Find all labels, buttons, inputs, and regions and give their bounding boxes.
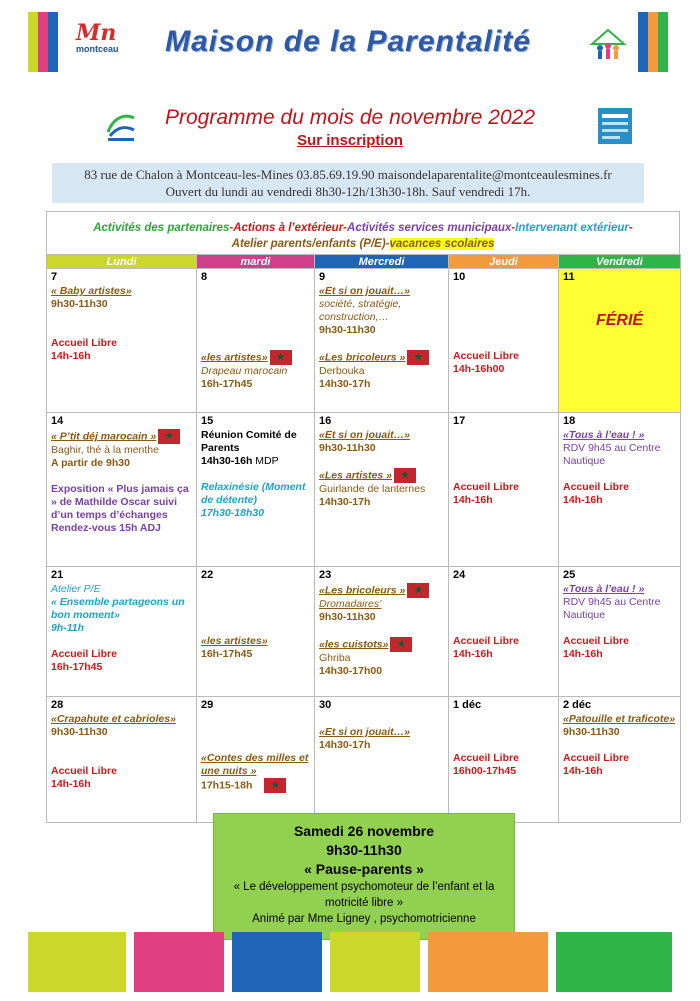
day-cell: [315, 269, 449, 413]
accueil-libre-time: 14h-16h: [563, 494, 603, 506]
accueil-libre: Accueil Libre: [453, 752, 519, 764]
day-cell: [197, 269, 315, 413]
activity-title: «Et si on jouait…»: [319, 726, 411, 738]
legend-municipaux: Activités services municipaux: [347, 222, 512, 234]
day-cell: [559, 413, 681, 567]
legend-vacances: vacances scolaires: [389, 238, 495, 250]
event-time: 9h30-11h30: [326, 842, 402, 858]
activity-time: 17h15-18h: [201, 779, 253, 792]
calendar-week: [47, 567, 681, 697]
exposition-rdv: Rendez-vous 15h ADJ: [51, 522, 161, 534]
activity-title: «Les artistes »: [319, 469, 392, 482]
holiday-label: FÉRIÉ: [595, 312, 644, 329]
activity-title: «Crapahute et cabrioles»: [51, 713, 176, 725]
day-cell: [559, 697, 681, 823]
reunion-place: MDP: [252, 455, 279, 467]
activity-time: 9h30-11h30: [319, 324, 376, 336]
program-subtitle: Sur inscription: [297, 132, 403, 149]
event-description: « Le développement psychomoteur de l’enfant et la motricité libre »: [233, 881, 495, 909]
activity-time: 9h30-11h30: [319, 611, 376, 623]
accueil-libre: Accueil Libre: [51, 765, 117, 777]
activity-time: 9h-11h: [51, 622, 85, 634]
day-cell-holiday: [559, 269, 681, 413]
activity-title: «les artistes»: [201, 635, 268, 647]
day-cell: [197, 697, 315, 823]
activity-detail: Ghriba: [319, 652, 351, 664]
activity-time: 9h30-11h30: [51, 298, 108, 310]
activity-detail: Drapeau marocain: [201, 365, 288, 377]
accueil-libre-time: 14h-16h: [453, 494, 493, 506]
activity-title: «les cuistots»: [319, 638, 389, 651]
day-number: 24: [453, 569, 466, 581]
atelier-label: Atelier P/E: [51, 583, 101, 595]
col-header-jeudi: Jeudi: [449, 255, 559, 269]
exposition-text: Exposition « Plus jamais ça » de Mathilde Oscar suivi d’un temps d’échanges: [51, 483, 189, 521]
opening-hours: Ouvert du lundi au vendredi 8h30-12h/13h30-18h. Sauf vendredi 17h.: [165, 184, 531, 199]
col-header-lundi: Lundi: [47, 255, 197, 269]
accueil-libre: Accueil Libre: [563, 752, 629, 764]
day-cell: [197, 413, 315, 567]
activity-title: «Tous à l’eau ! »: [563, 429, 645, 441]
activity-time: 9h30-11h30: [51, 726, 108, 738]
day-number: 28: [51, 699, 64, 711]
day-number: 8: [201, 271, 208, 283]
accueil-libre: Accueil Libre: [563, 481, 629, 493]
address-line: 83 rue de Chalon à Montceau-les-Mines 03.85.69.19.90 maisondelaparentalite@montceaulesmines.fr: [84, 167, 612, 182]
day-cell: [449, 567, 559, 697]
activity-time: A partir de 9h30: [51, 457, 130, 469]
strip-green: [556, 932, 672, 992]
legend-exterieur: Actions à l’extérieur: [233, 222, 344, 234]
saturday-event-box: [213, 813, 515, 940]
strip-pink: [134, 932, 224, 992]
day-cell: [449, 413, 559, 567]
accueil-libre-time: 16h00-17h45: [453, 765, 517, 777]
day-cell: [449, 697, 559, 823]
day-number: 18: [563, 415, 576, 427]
day-cell: [315, 567, 449, 697]
activity-title: «Les bricoleurs »: [319, 351, 406, 364]
activity-title: «Et si on jouait…»: [319, 429, 411, 441]
morocco-flag-icon: [390, 637, 412, 652]
day-number: 17: [453, 415, 466, 427]
day-number: 30: [319, 699, 332, 711]
day-number: 14: [51, 415, 64, 427]
legend: Activités des partenaires-Actions à l’extérieur-Activités services municipaux-Intervenant extérieur- Atelier parents/enfants (P/E)-vacances scolaires: [46, 211, 680, 255]
strip-lime: [330, 932, 420, 992]
day-number: 29: [201, 699, 214, 711]
activity-title: « Ensemble partageons un bon moment»: [51, 596, 185, 621]
accueil-libre-time: 14h-16h: [453, 648, 493, 660]
activity-title: «Tous à l’eau ! »: [563, 583, 645, 595]
activity-time: 14h30-17h00: [319, 665, 383, 677]
activity-title: « P’tit déj marocain »: [51, 430, 157, 443]
strip-lime: [28, 932, 126, 992]
reunion-title: Réunion Comité de Parents: [201, 429, 297, 454]
relaxinesie-time: 17h30-18h30: [201, 507, 265, 519]
address-box: [52, 163, 644, 203]
morocco-flag-icon: [264, 778, 286, 793]
day-number: 10: [453, 271, 466, 283]
legend-intervenant: Intervenant extérieur: [515, 222, 629, 234]
accueil-libre-time: 14h-16h: [563, 765, 603, 777]
day-cell: [47, 697, 197, 823]
day-cell: [315, 697, 449, 823]
activity-title: «les artistes»: [201, 351, 268, 364]
activity-detail: Derbouka: [319, 365, 365, 377]
day-number: 25: [563, 569, 576, 581]
morocco-flag-icon: [394, 468, 416, 483]
day-number: 11: [563, 271, 575, 283]
day-number: 9: [319, 271, 326, 283]
event-title: « Pause-parents »: [304, 861, 424, 877]
activity-title: «Patouille et traficote»: [563, 713, 676, 725]
strip-orange: [428, 932, 548, 992]
day-cell: [559, 567, 681, 697]
accueil-libre: Accueil Libre: [453, 481, 519, 493]
activity-title: «Les bricoleurs »: [319, 584, 406, 597]
day-number: 23: [319, 569, 332, 581]
calendar-week: [47, 413, 681, 567]
activity-detail: Guirlande de lanternes: [319, 483, 426, 495]
activity-detail: RDV 9h45 au Centre Nautique: [563, 442, 661, 467]
accueil-libre: Accueil Libre: [563, 635, 629, 647]
col-header-mercredi: Mercredi: [315, 255, 449, 269]
activity-time: 16h-17h45: [201, 648, 253, 660]
day-cell: [47, 413, 197, 567]
strip-blue: [232, 932, 322, 992]
accueil-libre-time: 14h-16h: [51, 350, 91, 362]
page-title: Maison de la Parentalité: [165, 25, 531, 58]
morocco-flag-icon: [270, 350, 292, 365]
morocco-flag-icon: [158, 429, 180, 444]
reunion-time: 14h30-16h: [201, 455, 253, 467]
event-animator: Animé par Mme Ligney , psychomotricienne: [252, 913, 476, 925]
activity-time: 9h30-11h30: [319, 442, 376, 454]
activity-time: 14h30-17h: [319, 496, 371, 508]
accueil-libre-time: 14h-16h: [51, 778, 91, 790]
day-cell: [47, 567, 197, 697]
accueil-libre-time: 14h-16h: [563, 648, 603, 660]
activity-detail: Baghir, thé à la menthe: [51, 444, 159, 456]
activity-title: «Contes des milles et une nuits »: [201, 752, 309, 777]
accueil-libre: Accueil Libre: [453, 350, 519, 362]
day-number: 15: [201, 415, 214, 427]
program-title: Programme du mois de novembre 2022: [164, 106, 536, 129]
legend-atelier: Atelier parents/enfants (P/E): [231, 238, 386, 250]
activity-time: 9h30-11h30: [563, 726, 620, 738]
day-number: 22: [201, 569, 214, 581]
activity-detail: société, stratégie, construction,…: [319, 298, 402, 323]
header-banner: [58, 12, 638, 72]
activity-time: 14h30-17h: [319, 739, 371, 751]
day-number: 2 déc: [563, 699, 592, 711]
accueil-libre-time: 16h-17h45: [51, 661, 103, 673]
activity-detail: Dromadaires’: [319, 598, 382, 610]
activity-title: « Baby artistes»: [51, 285, 132, 297]
day-cell: [315, 413, 449, 567]
activity-time: 16h-17h45: [201, 378, 253, 390]
maison-parentalite-logo: [588, 28, 628, 64]
relaxinesie-title: Relaxinésie (Moment de détente): [201, 481, 306, 506]
accueil-libre-time: 14h-16h00: [453, 363, 505, 375]
day-number: 1 déc: [453, 699, 482, 711]
morocco-flag-icon: [407, 583, 429, 598]
activity-time: 14h30-17h: [319, 378, 371, 390]
col-header-vendredi: Vendredi: [559, 255, 681, 269]
day-cell: [197, 567, 315, 697]
legend-partenaires: Activités des partenaires: [93, 222, 230, 234]
accueil-libre: Accueil Libre: [51, 337, 117, 349]
montceau-logo: Mn montceau: [76, 20, 119, 54]
day-number: 16: [319, 415, 332, 427]
accueil-libre: Accueil Libre: [51, 648, 117, 660]
day-cell: [449, 269, 559, 413]
day-number: 21: [51, 569, 64, 581]
calendar-week: [47, 269, 681, 413]
activity-detail: RDV 9h45 au Centre Nautique: [563, 596, 661, 621]
col-header-mardi: mardi: [197, 255, 315, 269]
calendar-table: [46, 254, 681, 823]
accueil-libre: Accueil Libre: [453, 635, 519, 647]
event-date: Samedi 26 novembre: [293, 823, 435, 839]
day-cell: [47, 269, 197, 413]
morocco-flag-icon: [407, 350, 429, 365]
calendar-week: [47, 697, 681, 823]
day-number: 7: [51, 271, 58, 283]
activity-title: «Et si on jouait…»: [319, 285, 411, 297]
